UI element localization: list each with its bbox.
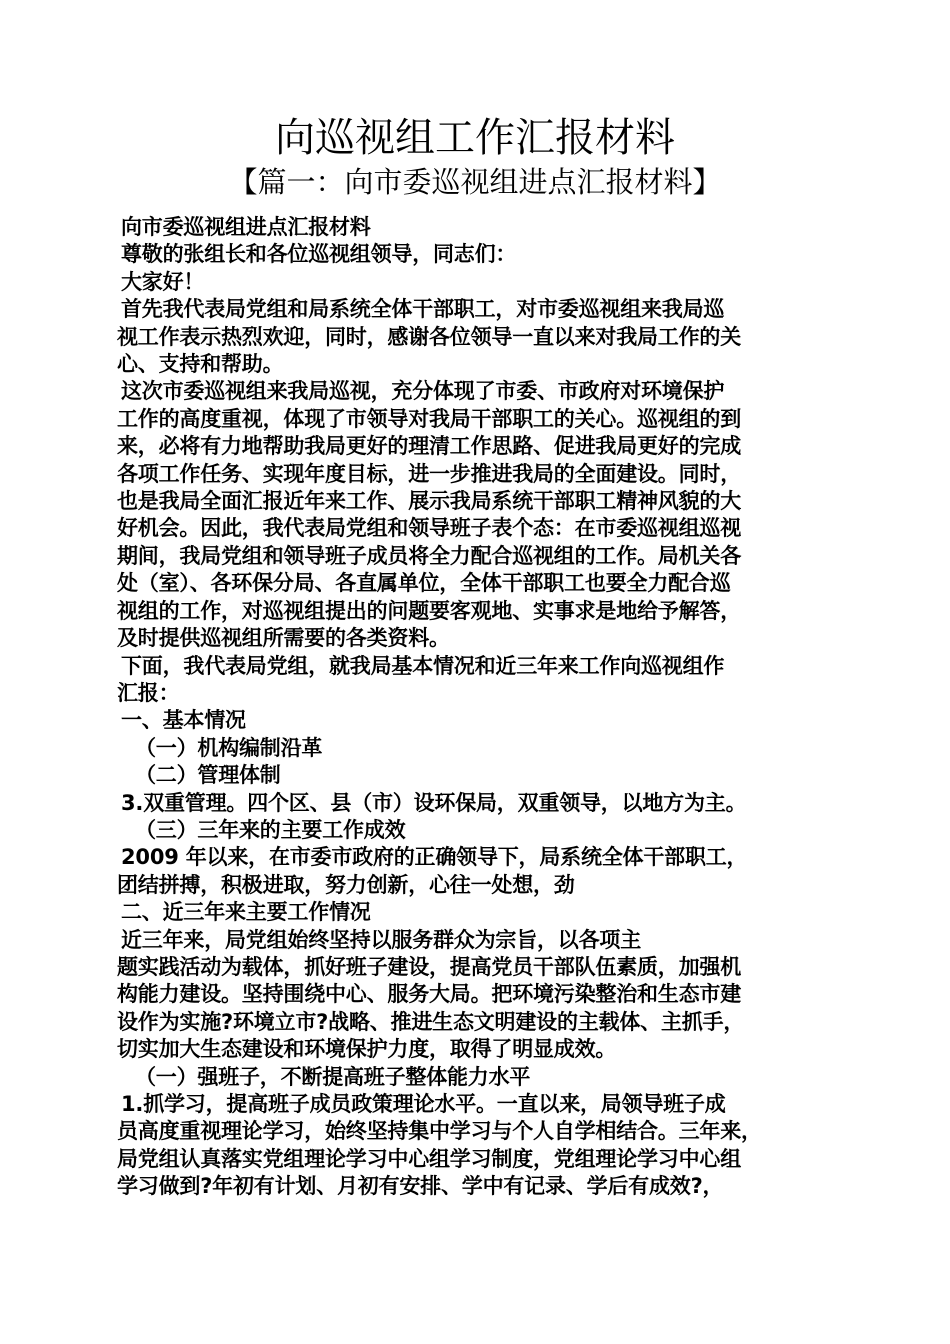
paragraph-line: 汇报： [117, 680, 180, 705]
salutation: 尊敬的张组长和各位巡视组领导，同志们： [121, 242, 517, 267]
paragraph-line: 下面，我代表局党组，就我局基本情况和近三年来工作向巡视组作 [121, 653, 725, 678]
document-title: 向巡视组工作汇报材料 [275, 115, 675, 161]
paragraph-line: 近三年来，局党组始终坚持以服务群众为宗旨，以各项主 [121, 927, 641, 952]
document-subtitle: 【篇一：向市委巡视组进点汇报材料】 [228, 165, 722, 199]
body-heading: 向市委巡视组进点汇报材料 [121, 215, 371, 239]
document-body [117, 214, 837, 1201]
paragraph-line: 各项工作任务、实现年度目标，进一步推进我局的全面建设。同时， [117, 461, 741, 486]
subsection-heading: （一）机构编制沿革 [135, 735, 323, 760]
paragraph-line: 这次市委巡视组来我局巡视，充分体现了市委、市政府对环境保护 [121, 379, 725, 404]
paragraph-line: 员高度重视理论学习，始终坚持集中学习与个人自学相结合。三年来， [117, 1119, 762, 1144]
paragraph-line: 期间，我局党组和领导班子成员将全力配合巡视组的工作。局机关各 [117, 543, 741, 568]
paragraph-line: 3.双重管理。四个区、县（市）设环保局，双重领导，以地方为主。 [121, 790, 747, 815]
paragraph-line: 局党组认真落实党组理论学习中心组学习制度，党组理论学习中心组 [117, 1146, 741, 1171]
paragraph-line: 及时提供巡视组所需要的各类资料。 [117, 626, 450, 651]
paragraph-line: 来，必将有力地帮助我局更好的理清工作思路、促进我局更好的完成 [117, 434, 741, 459]
paragraph-line: 题实践活动为载体，抓好班子建设，提高党员干部队伍素质，加强机 [117, 954, 741, 979]
paragraph-line: 构能力建设。坚持围绕中心、服务大局。把环境污染整治和生态市建 [117, 982, 741, 1007]
paragraph-line: 心、支持和帮助。 [117, 352, 284, 377]
paragraph-line: 设作为实施?环境立市?战略、推进生态文明建设的主载体、主抓手， [117, 1009, 745, 1034]
subsection-heading: （三）三年来的主要工作成效 [135, 817, 406, 842]
paragraph-line: 也是我局全面汇报近年来工作、展示我局系统干部职工精神风貌的大 [117, 489, 741, 514]
paragraph-line: 1.抓学习，提高班子成员政策理论水平。一直以来，局领导班子成 [121, 1092, 726, 1116]
section-heading: 一、基本情况 [121, 708, 246, 733]
paragraph-line: 视组的工作，对巡视组提出的问题要客观地、实事求是地给予解答， [117, 598, 741, 623]
paragraph-line: 团结拼搏，积极进取，努力创新，心往一处想，劲 [117, 872, 575, 897]
paragraph-line: 2009 年以来，在市委市政府的正确领导下，局系统全体干部职工， [121, 845, 748, 870]
paragraph-line: 首先我代表局党组和局系统全体干部职工，对市委巡视组来我局巡 [121, 297, 725, 322]
paragraph-line: 好机会。因此，我代表局党组和领导班子表个态：在市委巡视组巡视 [117, 516, 741, 541]
subsection-heading: （一）强班子，不断提高班子整体能力水平 [135, 1064, 531, 1089]
paragraph-line: 学习做到?年初有计划、月初有安排、学中有记录、学后有成效?， [117, 1174, 724, 1199]
paragraph-line: 视工作表示热烈欢迎，同时，感谢各位领导一直以来对我局工作的关 [117, 324, 741, 349]
paragraph-line: 切实加大生态建设和环境保护力度，取得了明显成效。 [117, 1037, 617, 1062]
greeting: 大家好！ [121, 269, 205, 294]
paragraph-line: 工作的高度重视，体现了市领导对我局干部职工的关心。巡视组的到 [117, 406, 741, 431]
section-heading: 二、近三年来主要工作情况 [121, 900, 371, 925]
subsection-heading: （二）管理体制 [135, 763, 281, 788]
paragraph-line: 处（室）、各环保分局、各直属单位，全体干部职工也要全力配合巡 [117, 571, 731, 596]
